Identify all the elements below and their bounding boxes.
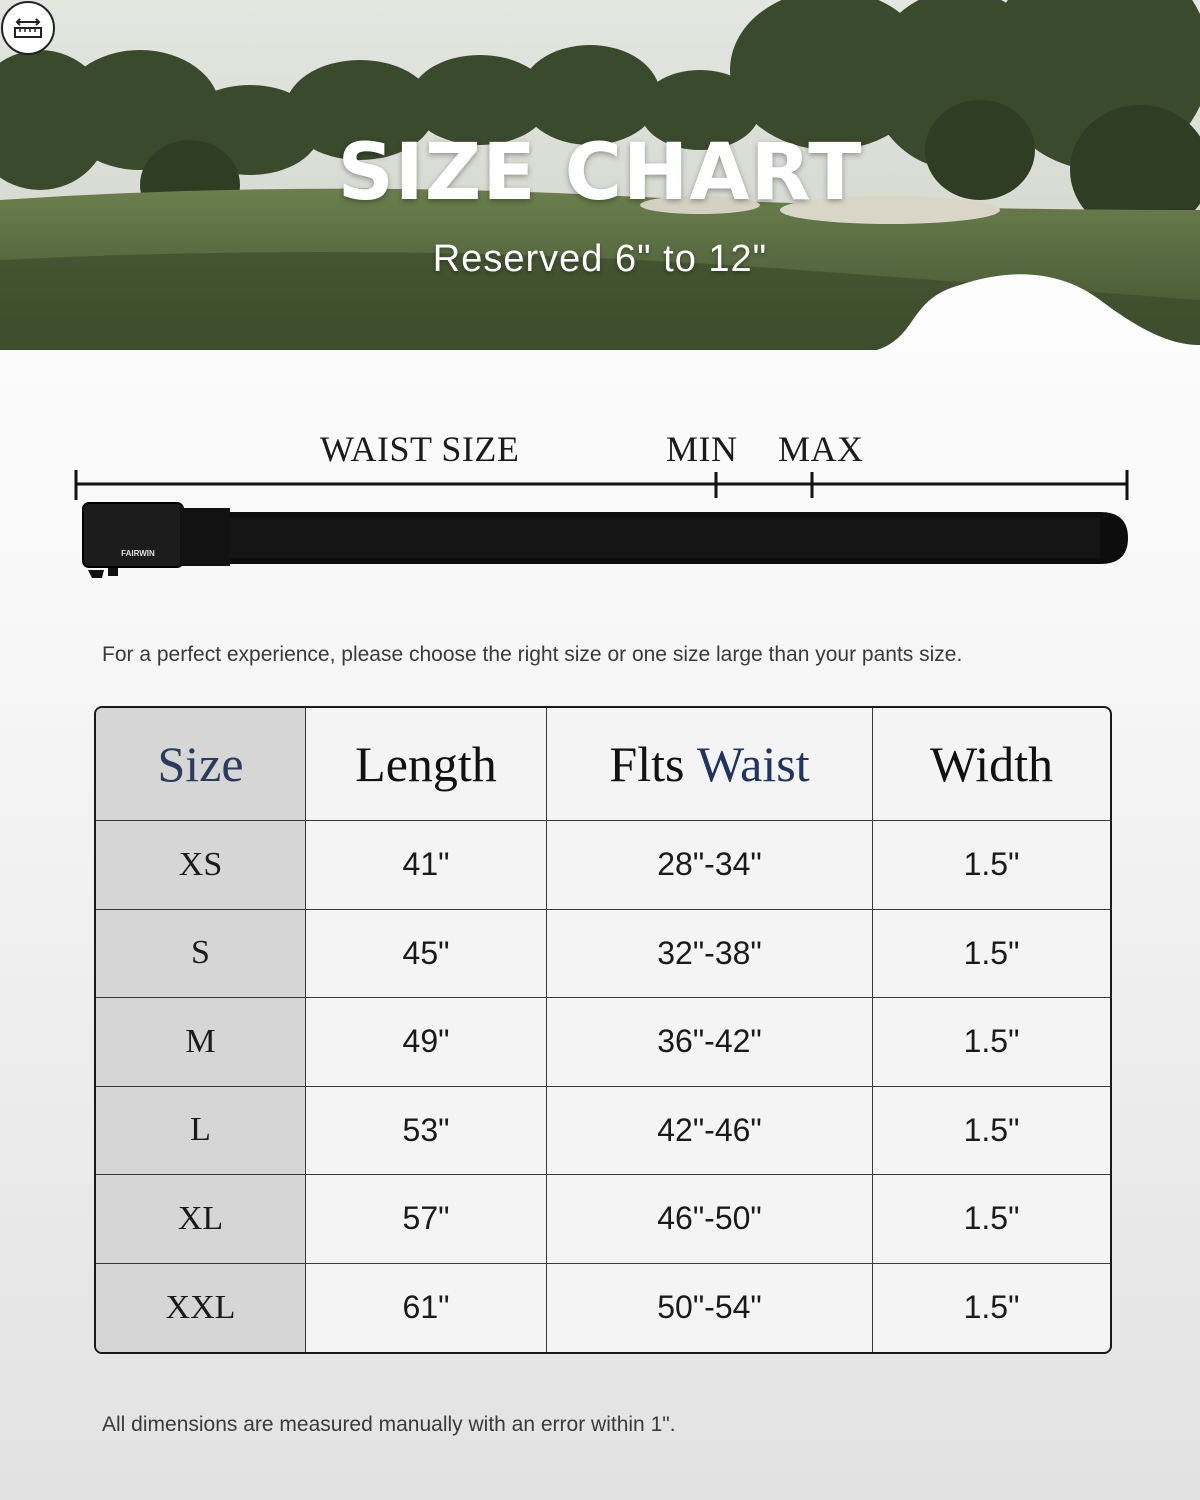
- row-width: 1.5": [873, 1175, 1110, 1264]
- header-size: Size: [96, 708, 306, 821]
- row-length: 61": [306, 1264, 547, 1353]
- max-label: MAX: [778, 429, 864, 469]
- row-size: XXL: [96, 1264, 306, 1353]
- row-waist: 46"-50": [547, 1175, 873, 1264]
- row-waist: 32"-38": [547, 910, 873, 999]
- header-waist-prefix: Flts: [609, 736, 685, 792]
- row-width: 1.5": [873, 821, 1110, 910]
- hero-banner: [0, 0, 1200, 352]
- row-length: 57": [306, 1175, 547, 1264]
- row-waist: 36"-42": [547, 998, 873, 1087]
- row-size: XS: [96, 821, 306, 910]
- row-width: 1.5": [873, 1087, 1110, 1176]
- row-size: XL: [96, 1175, 306, 1264]
- tape-measure-icon: [0, 0, 56, 56]
- row-waist: 42"-46": [547, 1087, 873, 1176]
- measurement-disclaimer: All dimensions are measured manually with an error within 1".: [102, 1413, 676, 1436]
- row-size: M: [96, 998, 306, 1087]
- row-length: 53": [306, 1087, 547, 1176]
- row-length: 49": [306, 998, 547, 1087]
- page-title: SIZE CHART: [337, 128, 863, 218]
- brand-logo: FAIRWIN: [121, 549, 155, 558]
- header-width: Width: [873, 708, 1110, 821]
- header-waist: [547, 708, 873, 821]
- page-subtitle: Reserved 6" to 12": [432, 238, 768, 280]
- min-label: MIN: [666, 429, 738, 469]
- header-waist-accent: Waist: [696, 736, 810, 792]
- row-length: 45": [306, 910, 547, 999]
- sizing-advice-note: For a perfect experience, please choose the right size or one size large than your pants size.: [102, 643, 963, 666]
- waist-size-label: WAIST SIZE: [320, 429, 520, 469]
- row-width: 1.5": [963, 1289, 1020, 1326]
- row-length: 41": [306, 821, 547, 910]
- row-size: S: [96, 910, 306, 999]
- size-table: [94, 706, 1112, 1354]
- header-length: Length: [306, 708, 547, 821]
- row-waist: 28"-34": [547, 821, 873, 910]
- row-width: 1.5": [873, 910, 1110, 999]
- row-waist: 50"-54": [547, 1264, 873, 1353]
- row-width: 1.5": [873, 998, 1110, 1087]
- belt-illustration: [80, 500, 1130, 586]
- row-size: L: [96, 1087, 306, 1176]
